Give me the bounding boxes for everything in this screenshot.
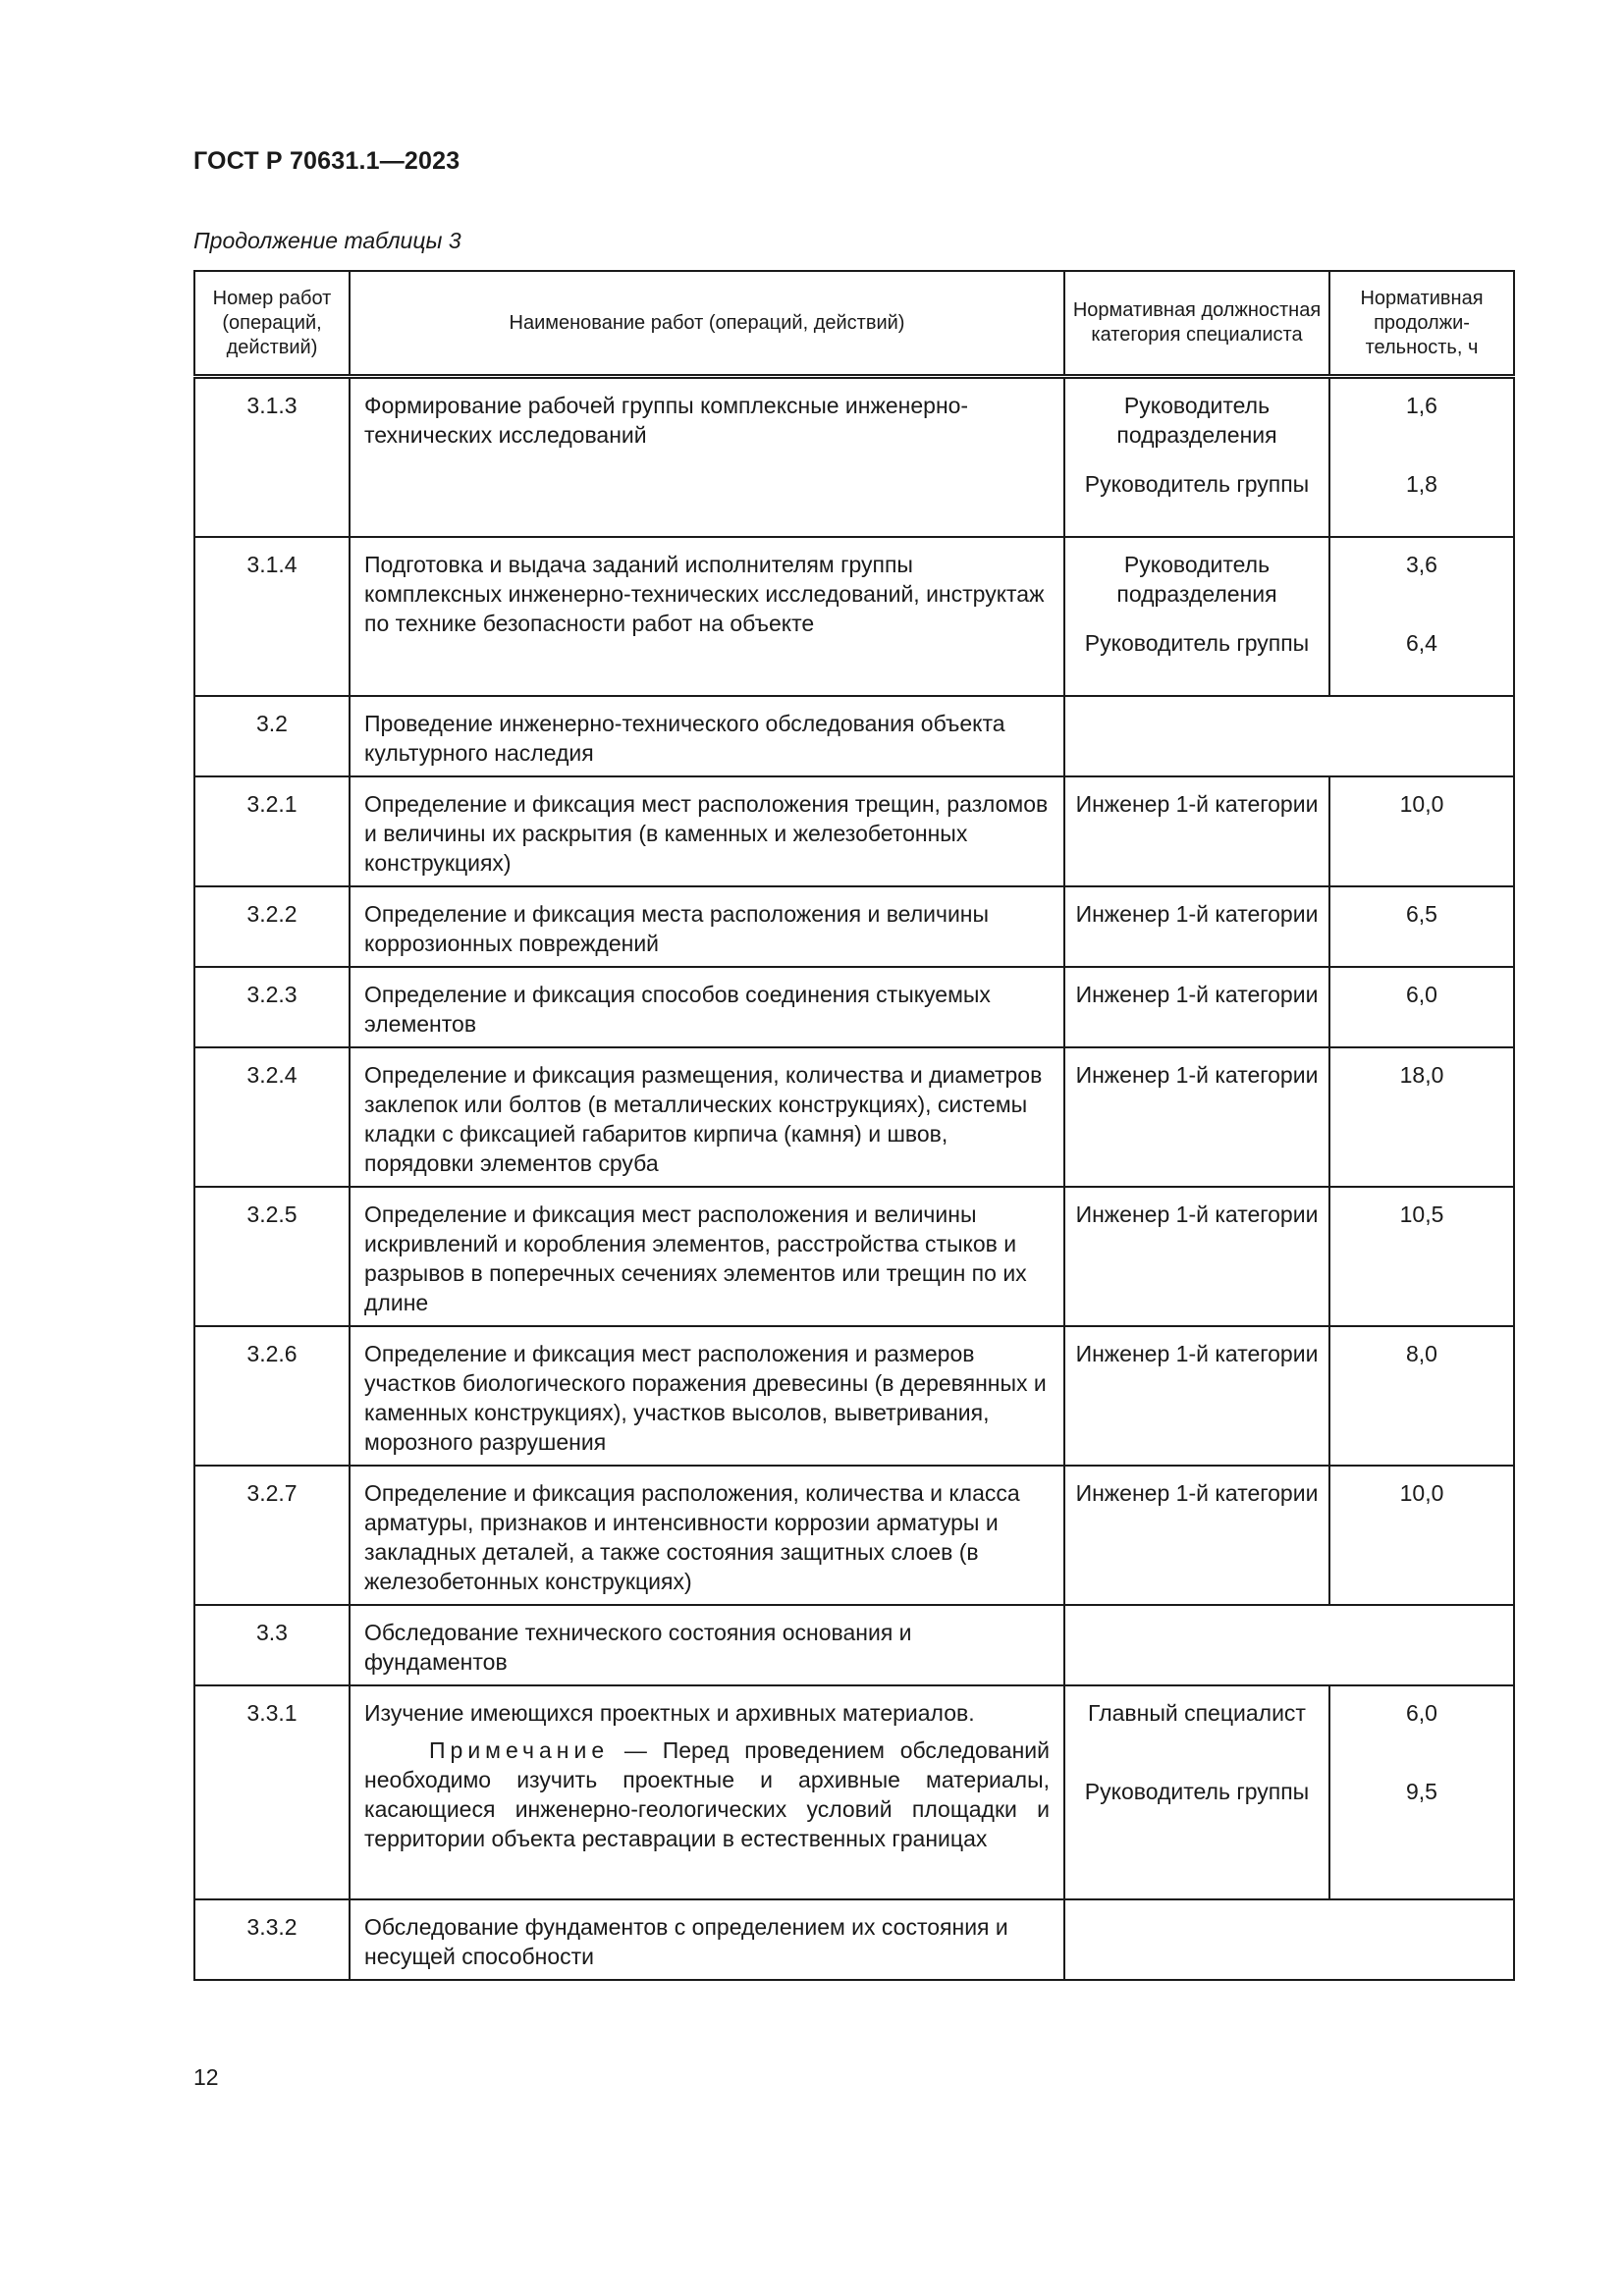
row-duration xyxy=(1329,537,1514,696)
row-name-text: Проведение инженерно-технического обследования объекта культурного наследия xyxy=(364,711,1005,766)
table-row xyxy=(194,1466,1514,1605)
row-name-text: Формирование рабочей группы комплексные инженерно-технических исследований xyxy=(364,393,969,448)
row-category xyxy=(1064,1047,1329,1187)
table-row xyxy=(194,1187,1514,1326)
column-header-category: Нормативная должностная категория специалиста xyxy=(1064,271,1329,377)
row-number: 3.1.4 xyxy=(194,537,350,696)
category-entry: Инженер 1-й категории xyxy=(1075,982,1319,1007)
row-name-text: Определение и фиксация мест расположения трещин, разломов и величины их раскрытия (в каменных и железобетонных конструкциях) xyxy=(364,791,1049,876)
row-name-text: Определение и фиксация места расположения и величины коррозионных повреждений xyxy=(364,901,990,956)
table-row xyxy=(194,1047,1514,1187)
row-name xyxy=(350,1047,1064,1187)
works-table xyxy=(193,270,1515,1981)
row-category xyxy=(1064,377,1329,538)
category-entry: Инженер 1-й категории xyxy=(1075,901,1319,927)
note-text: — Перед проведением обследований необходимо изучить проектные и архивные материалы, касающиеся инженерно-геологических условий площадки и территории объекта реставрации в естественных границах xyxy=(364,1737,1050,1851)
row-category xyxy=(1064,1187,1329,1326)
row-number: 3.2.1 xyxy=(194,776,350,886)
category-entry: Инженер 1-й категории xyxy=(1075,791,1319,817)
row-name xyxy=(350,1466,1064,1605)
row-number: 3.2.4 xyxy=(194,1047,350,1187)
row-name xyxy=(350,886,1064,967)
row-category xyxy=(1064,1326,1329,1466)
table-row xyxy=(194,1685,1514,1899)
category-entry: Руководитель группы xyxy=(1084,1779,1310,1804)
duration-entry: 10,5 xyxy=(1399,1201,1444,1227)
duration-entry: 1,6 xyxy=(1406,393,1437,418)
table-section-row xyxy=(194,1605,1514,1685)
row-name xyxy=(350,1685,1064,1899)
row-number: 3.2.6 xyxy=(194,1326,350,1466)
row-name xyxy=(350,537,1064,696)
column-header-name: Наименование работ (операций, действий) xyxy=(350,271,1064,377)
row-empty-merged xyxy=(1064,1605,1514,1685)
row-number: 3.1.3 xyxy=(194,377,350,538)
row-name xyxy=(350,967,1064,1047)
duration-entry: 6,4 xyxy=(1406,630,1437,656)
row-number: 3.3.1 xyxy=(194,1685,350,1899)
row-name xyxy=(350,1326,1064,1466)
row-name xyxy=(350,1187,1064,1326)
duration-entry: 6,5 xyxy=(1406,901,1437,927)
row-number: 3.2 xyxy=(194,696,350,776)
duration-entry: 8,0 xyxy=(1406,1341,1437,1366)
row-name-text: Определение и фиксация размещения, количества и диаметров заклепок или болтов (в металлических конструкциях), системы кладки с фиксацией габаритов кирпича (камня) и швов, порядовки элементов сруба xyxy=(364,1062,1043,1176)
category-entry: Руководитель группы xyxy=(1084,471,1310,497)
row-category xyxy=(1064,776,1329,886)
duration-entry: 10,0 xyxy=(1399,791,1444,817)
column-header-number: Номер работ (операций, действий) xyxy=(194,271,350,377)
category-entry: Руководитель группы xyxy=(1084,630,1310,656)
row-name-text: Определение и фиксация мест расположения и размеров участков биологического поражения древесины (в деревянных и каменных конструкциях), участков высолов, выветривания, морозного разрушения xyxy=(364,1341,1047,1455)
row-empty-merged xyxy=(1064,696,1514,776)
category-entry: Руководитель подразделения xyxy=(1116,552,1277,607)
category-entry: Инженер 1-й категории xyxy=(1075,1341,1319,1366)
row-category xyxy=(1064,1685,1329,1899)
row-duration xyxy=(1329,1047,1514,1187)
row-name xyxy=(350,377,1064,538)
row-duration xyxy=(1329,967,1514,1047)
duration-entry: 3,6 xyxy=(1406,552,1437,577)
row-number: 3.2.7 xyxy=(194,1466,350,1605)
row-number: 3.3.2 xyxy=(194,1899,350,1980)
row-name-text: Подготовка и выдача заданий исполнителям группы комплексных инженерно-технических исследований, инструктаж по технике безопасности работ на объекте xyxy=(364,552,1045,636)
document-header: ГОСТ Р 70631.1—2023 xyxy=(193,147,460,175)
row-number: 3.3 xyxy=(194,1605,350,1685)
category-entry: Инженер 1-й категории xyxy=(1075,1062,1319,1088)
table-row xyxy=(194,1326,1514,1466)
duration-entry: 1,8 xyxy=(1406,471,1437,497)
row-duration xyxy=(1329,1187,1514,1326)
row-duration xyxy=(1329,1685,1514,1899)
row-duration xyxy=(1329,886,1514,967)
table-row xyxy=(194,537,1514,696)
table-row xyxy=(194,776,1514,886)
row-category xyxy=(1064,537,1329,696)
row-name-text: Обследование технического состояния основания и фундаментов xyxy=(364,1620,912,1675)
row-duration xyxy=(1329,776,1514,886)
row-empty-merged xyxy=(1064,1899,1514,1980)
category-entry: Главный специалист xyxy=(1088,1700,1306,1726)
row-number: 3.2.2 xyxy=(194,886,350,967)
table-caption: Продолжение таблицы 3 xyxy=(193,228,461,253)
duration-entry: 6,0 xyxy=(1406,982,1437,1007)
note-label: Примечание xyxy=(429,1737,610,1763)
table-row xyxy=(194,967,1514,1047)
duration-entry: 10,0 xyxy=(1399,1480,1444,1506)
row-category xyxy=(1064,886,1329,967)
row-name-text: Определение и фиксация способов соединения стыкуемых элементов xyxy=(364,982,991,1037)
row-name-text: Определение и фиксация мест расположения и величины искривлений и коробления элементов, расстройства стыков и разрывов в поперечных сечениях элементов или трещин по их длине xyxy=(364,1201,1027,1315)
row-name xyxy=(350,696,1064,776)
row-category xyxy=(1064,1466,1329,1605)
table-section-row xyxy=(194,696,1514,776)
category-entry: Инженер 1-й категории xyxy=(1075,1201,1319,1227)
row-name xyxy=(350,776,1064,886)
table-header-row xyxy=(194,271,1514,377)
row-category xyxy=(1064,967,1329,1047)
category-entry: Инженер 1-й категории xyxy=(1075,1480,1319,1506)
row-name xyxy=(350,1605,1064,1685)
row-duration xyxy=(1329,1326,1514,1466)
table-section-row xyxy=(194,1899,1514,1980)
duration-entry: 9,5 xyxy=(1406,1779,1437,1804)
row-duration xyxy=(1329,1466,1514,1605)
page-number: 12 xyxy=(193,2064,219,2090)
row-duration xyxy=(1329,377,1514,538)
duration-entry: 18,0 xyxy=(1399,1062,1444,1088)
column-header-duration: Нормативная продолжи-тельность, ч xyxy=(1329,271,1514,377)
category-entry: Руководитель подразделения xyxy=(1116,393,1277,448)
row-note xyxy=(364,1735,1050,1853)
row-name-text: Определение и фиксация расположения, количества и класса арматуры, признаков и интенсивности коррозии арматуры и закладных деталей, а также состояния защитных слоев (в железобетонных конструкциях) xyxy=(364,1480,1020,1594)
row-number: 3.2.3 xyxy=(194,967,350,1047)
duration-entry: 6,0 xyxy=(1406,1700,1437,1726)
row-name-text: Изучение имеющихся проектных и архивных материалов. xyxy=(364,1700,975,1726)
table-row xyxy=(194,886,1514,967)
table-row xyxy=(194,377,1514,538)
row-name-text: Обследование фундаментов с определением их состояния и несущей способности xyxy=(364,1914,1008,1969)
row-number: 3.2.5 xyxy=(194,1187,350,1326)
row-name xyxy=(350,1899,1064,1980)
